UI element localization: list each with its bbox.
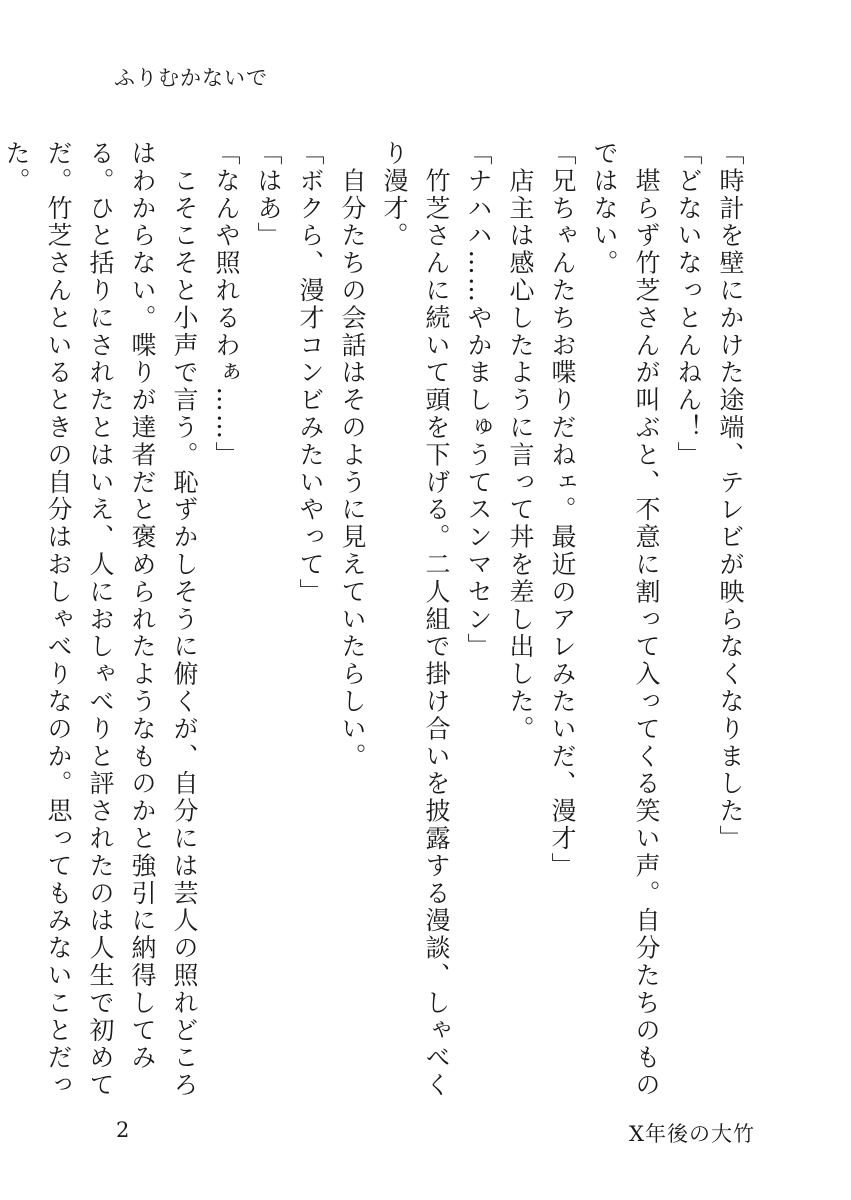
paragraph: 自分たちの会話はそのように見えていたらしい。 xyxy=(338,140,367,771)
paragraph: 竹芝さんに続いて頭を下げる。二人組で掛け合いを披露する漫談、しゃべくり漫才。 xyxy=(380,140,451,1099)
paragraph: 「はあ」 xyxy=(254,140,283,250)
book-title: X年後の大竹 xyxy=(629,1122,755,1146)
paragraph: 「どないなっとんねん！」 xyxy=(674,140,703,469)
paragraph: 店主は感心したように言って丼を差し出した。 xyxy=(506,140,535,743)
vertical-body-text xyxy=(2,140,751,1115)
paragraph: 「時計を壁にかけた途端、テレビが映らなくなりました」 xyxy=(716,140,745,853)
paragraph: 「ナハハ……やかましゅうてスンマセン」 xyxy=(464,140,493,661)
paragraph: 堪らず竹芝さんが叫ぶと、不意に割って入ってくる笑い声。自分たちのものではない。 xyxy=(590,140,661,1099)
paragraph: 「ボクら、漫才コンビみたいやって」 xyxy=(296,140,325,606)
paragraph: 「なんや照れるわぁ……」 xyxy=(212,140,241,469)
page-number: 2 xyxy=(116,1118,130,1142)
paragraph: 「兄ちゃんたちお喋りだねェ。最近のアレみたいだ、漫才」 xyxy=(548,140,577,880)
paragraph: こそこそと小声で言う。恥ずかしそうに俯くが、自分には芸人の照れどころはわからない。喋りが達者だと褒められたようなものかと強引に納得してみる。ひと括りにされたとはいえ、人におしゃべりと評されたのは人生で初めてだ。竹芝さんといるときの自分はおしゃべりなのか。思ってもみないことだった。 xyxy=(2,140,199,1099)
chapter-title: ふりむかないで xyxy=(114,66,268,90)
